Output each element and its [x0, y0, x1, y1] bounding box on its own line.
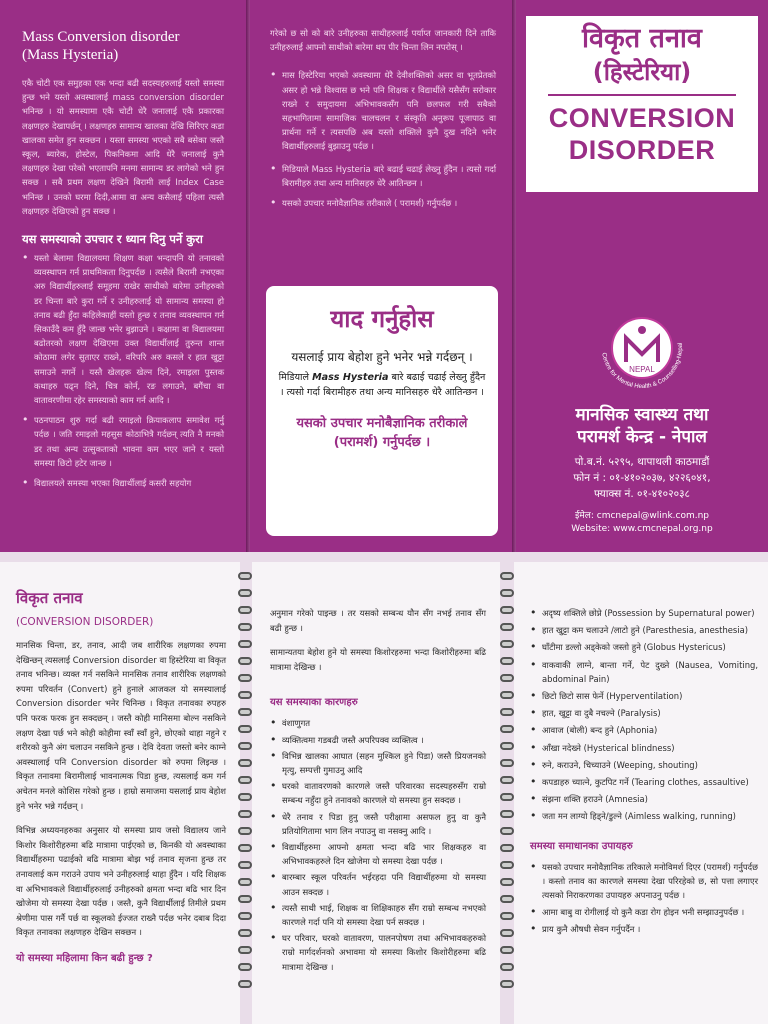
remember-title: याद गर्नुहोस [330, 305, 434, 333]
women-section-heading: यो समस्या महिलामा किन बढी हुन्छ ? [16, 952, 153, 964]
cmc-nepal-logo [594, 300, 690, 396]
outer-left-panel [0, 0, 246, 552]
list-item: • पठनपाठन शुरु गर्दा बढी रमाइलो क्रियाकलाप समावेश गर्नु पर्दछ । जति रमाइलो महसुस कोठाभित्रै गर्दछन् त्यति नै मनको डर तथा अन्य उत्सुकताको भावना कम भएर जाने र यस्तो समस्या छिटो हटेर जान्छ । [22, 413, 224, 470]
list-item: • व्यक्तित्वमा गडबढी जस्तै अपरिपक्व व्यक्तित्व । [270, 733, 486, 747]
spiral-binding [500, 572, 514, 1024]
cover-title-np: विकृत तनाव [582, 23, 702, 54]
remember-highlight: यसको उपचार मनोबैज्ञानिक तरीकाले (परामर्श) गर्नुपर्दछ । [296, 416, 468, 450]
list-item: • त्यस्तै साथी भाई, शिक्षक वा शिक्षिकाहरु सँग राम्रो सम्बन्ध नभएको कारणले गर्दा पनि यो समस्या देखा पर्न सक्दछ । [270, 901, 486, 929]
list-item: • घाँटीमा डल्लो अड्केको जस्तो हुने (Globus Hystericus) [530, 640, 758, 654]
list-item: • अदृष्य शक्तिले छोप्ने (Possession by Supernatural power) [530, 606, 758, 620]
solutions-list [530, 860, 758, 937]
list-item: • यसको उपचार मनोवैज्ञानिक तरीकाले ( परामर्श) गर्नुपर्दछ । [270, 196, 496, 210]
solutions-section-title: समस्या समाधानका उपायहरु [530, 840, 633, 852]
list-item: • आमा बाबु वा रोगीलाई यो कुनै कडा रोग होइन भनी सम्झाउनुपर्दछ । [530, 905, 758, 919]
cover-panel [516, 0, 768, 552]
mass-conversion-heading: Mass Conversion disorder [22, 29, 180, 45]
inner-right-panel [514, 562, 768, 1024]
treatment-section-title: यस समस्याको उपचार र ध्यान दिनु पर्ने कुरा [22, 232, 203, 247]
spiral-binding [238, 572, 252, 1024]
list-item: • विभिन्न खालका आघात (सहन मुश्किल हुने पिडा) जस्तै प्रियजनको मृत्यु, सम्पत्ती गुमाउनु आदि [270, 749, 486, 777]
list-item: • रुने, कराउने, चिच्याउने (Weeping, shouting) [530, 758, 758, 772]
org-fax: फ्याक्स नं. ०१-४१०२०३८ [594, 488, 690, 500]
list-item: • बारम्बार स्कूल परिवर्तन भईरहदा पनि विद्यार्थीहरुमा यो समस्या आउन सक्दछ । [270, 870, 486, 898]
org-phone: फोन नं : ०१-४१०२०३७, ४२२६०४१, [573, 472, 711, 484]
relation-paragraph: अनुमान गरेको पाइन्छ । तर यसको सम्बन्ध यौन सँग नभई तनाव सँग बढी हुन्छ । [270, 608, 486, 633]
list-item: • आँखा नदेख्ने (Hysterical blindness) [530, 741, 758, 755]
treatment-list [22, 251, 224, 490]
org-name-line-2: परामर्श केन्द्र - नेपाल [577, 427, 707, 447]
list-item: • मास हिस्टेरिया भएको अवस्थामा धेरै देवीशक्तिको असर वा भूतप्रेतको असर हो भन्ने विश्वास छ भने पनि शिक्षक र विद्यार्थीले यसैसँग सरोकार राख्ने र समुदायमा अभिभावकसँग पनि छलफल गरी सबैको सहभागितामा सामाजिक चालचलन र संस्कृति अनुरूप पूजापाठ वा प्रार्थना गर्ने र त्यसपछि अब यस्तो शक्तिले कुनै दुख नदिने भनेर विद्यार्थीहरुलाई बुझाउनु पर्दछ । [270, 68, 496, 153]
logo-ring-text: Centre for Mental Health & Counselling-Nepal [600, 342, 685, 391]
causes-list [270, 716, 486, 973]
inner-left-panel [0, 562, 240, 1024]
cover-subtitle-np: (हिस्टेरिया) [592, 58, 692, 86]
list-item: • विद्यालयले समस्या भएका विद्यार्थीलाई कसरी सहयोग [22, 476, 224, 490]
divider [548, 94, 736, 96]
remember-box [266, 286, 498, 536]
list-item: • यसको उपचार मनोवैज्ञानिक तरिकाले मनोविमर्श दिएर (परामर्श) गर्नुपर्दछ । कस्तो तनाव का कारणले समस्या देखा परिरहेको छ, सो पत्ता लगाएर त्यसको निराकरणका उपायहरु अपनाउनु पर्दछ । [530, 860, 758, 903]
logo-text: NEPAL [629, 365, 655, 374]
list-item: • हात, खुट्टा वा दुबै नचल्ने (Paralysis) [530, 706, 758, 720]
list-item: • घरको वातावरणको कारणले जस्तै परिवारका सदस्यहरुसँग राम्रो सम्बन्ध नहुँदा हुने तनावको कारणले यो समस्या हुन सक्दछ । [270, 779, 486, 807]
outer-middle-panel [250, 0, 512, 552]
mass-hysteria-heading: (Mass Hysteria) [22, 47, 119, 63]
list-item: • संझना शक्ति हराउने (Amnesia) [530, 792, 758, 806]
studies-paragraph: विभिन्न अध्ययनहरुका अनुसार यो समस्या प्राय जसो विद्यालय जाने किशोर किशोरीहरुमा बढि मात्रामा पाईएको छ, किनकी यो अवस्थाका विद्यार्थीहरुमा पढाईको बढि मात्रामा बोझ भई तनाव सृजना हुन्छ तर तनावलाई कम गराउने उपाय भने उनीहरुलाई थाहा हुँदैन । यदि शिक्षक वा अभिभावकले विद्यार्थीहरुलाई उनीहरुको क्षमता भन्दा बढि भार दिन खोजेमा यो समस्या देखा पर्दछ । जस्तै, कुनै विद्यार्थीलाई तिमीले प्रथम श्रेणीमा पास गर्नै पर्छ वा स्कूलको ईज्जत राख्नै पर्दछ भनेर दबाब दिदा विकृत तनावका लक्षणहरु देखिन सक्छन । [16, 825, 226, 938]
mass-hysteria-intro: एकै चोटी एक समुहका एक भन्दा बढी सदस्यहरुलाई यस्तो समस्या हुन्छ भने यस्तो अवस्थालाई mass conversion disorder भनिन्छ । यो समस्यामा एकै चोटी धेरै जनालाई एकै प्रकारका लक्षणहरु देखापर्छन् । लक्षणहरु सामान्य खालका देखि सिरिएर कडा खालका समेत हुन सक्छन । यस्ता समस्या भएको सबै बसेका जस्तै स्कूल, ब्यारेक, होस्टेल, पिकनिकमा आदि धेरै जनालाई कुनै लक्षणहरु देखा परेको भएतापनि मनमा सामान्य डर लागेको भने हुन सक्छ । सबै प्रथम लक्षण देखिने बिरामी लाई Index Case भनिन्छ । उनको घरमा दिदी,आमा वा अन्य कसैलाई पहिला त्यस्तै लक्षणहरु देखिएको हुन सक्छ । [22, 78, 224, 216]
list-item: • यस्तो बेलामा विद्यालयमा शिक्षण कक्षा भन्दापनि यो तनावको व्यवस्थापन गर्न प्राथमिकता दिनुपर्दछ । त्यसैले बिरामी नभएका अरु विद्यार्थीहरुलाई समूहमा राखेर साथीको बारेमा उनीहरुको डर चिन्ता बारे कुरा गर्ने र उनीहरुलाई यो सामान्य समस्या हो तनाव बढी हुँदा कहिलेकाहीं यस्तो हुन्छ र तनाव व्यवस्थापन गर्न सिकाउँदै कम हुँदै जान्छ भनेर बुझाउने । कक्षामा वा विद्यालयमा बढोतरको लक्षण देखिएमा उक्त विद्यार्थीलाई तुरुन्त शान्त कोठामा लगेर सुताएर राख्ने, वरिपरि अरु कसले र हात खुट्टा समाउने नगर्ने । यस्तै खेलहरू खेल्न दिने, रमाइला पुस्तक कथाहरु पढ्न दिने, चित्र कोर्न, रङ लगाउने, बगैंचा वा वातावरणीमा रहेर समस्याको काम गर्न आदि । [22, 251, 224, 407]
list-item: • मिडियाले Mass Hysteria बारे बढाई चढाई लेख्नु हुँदैन । त्यसो गर्दा बिरामीहरु तथा अन्य मानिसहरु धेरै आतिन्छन । [270, 162, 496, 190]
list-item: • आवाज (बोली) बन्द हुने (Aphonia) [530, 723, 758, 737]
org-email: ईमेल: cmcnepal@wlink.com.np [574, 511, 710, 521]
causes-section-title: यस समस्याका कारणहरु [270, 697, 358, 709]
list-item: • वाकवाकी लाग्ने, बान्ता गर्ने, पेट दुख्ने (Nausea, Vomiting, abdominal Pain) [530, 658, 758, 686]
list-item: • विद्यार्थीहरुमा आफ्नो क्षमता भन्दा बढि भार शिक्षकहरु वा अभिभावकहरुले दिन खोजेमा यो समस्या देखा पर्दछ । [270, 840, 486, 868]
list-item: • जता मन लाग्यो हिड्ने/डुल्ने (Aimless walking, running) [530, 809, 758, 823]
definition-paragraph: मानसिक चिन्ता, डर, तनाव, आदी जब शारीरिक लक्षणका रुपमा देखिन्छन् त्यसलाई Conversion disorder वा हिस्टेरिया वा विकृत तनाव भनिन्छ। व्यक्त गर्न नसकिने मानसिक तनाव शारीरिक लक्षणको रुपमा परिवर्तन (Convert) हुने हुनाले आजकल यो समस्यालाई Conversion disorder भनेर चिनिन्छ । विकृत तनावका रुपहरु पनि फरक फरक हुन सक्दछन् । जस्तै कोही मानिसमा बोल्न नसकिने लक्षण देखा पर्छ भने कोही कोहीमा स्वाँ स्वाँ हुने, छोएको थाहा नहुने र शरीरको कुनै अंग चलाउन नसकिने हुन्छ । देवि देवता जस्तो बनेर काम्ने अवस्थालाई पनि Conversion disorder को रुपमा लिइन्छ । विकृत तनावमा बिरामीलाई भावनात्मक पिडा हुन्छ, त्यसलाई कम गर्न अचेतन मनले कोशिस गरेको हुन्छ । हाम्रो समाजमा यसलाई प्राय बेहोश हुने भनेर भन्ने गर्दछन् । [16, 640, 226, 811]
list-item: • प्राय कुनै औषधी सेवन गर्नुपर्दैन । [530, 922, 758, 936]
prevalence-paragraph: सामान्यतया बेहोश हुने यो समस्या किशोरहरुमा भन्दा किशोरीहरुमा बढि मात्रामा देखिन्छ । [270, 647, 486, 672]
list-item: • धेरै तनाव र पिडा हुनु जस्तै परीक्षामा असफल हुनु वा कुनै प्रतियोगितामा भाग लिन नपाउनु वा नसक्नु आदि । [270, 810, 486, 838]
org-website: Website: www.cmcnepal.org.np [571, 524, 713, 534]
symptoms-list [530, 606, 758, 824]
remember-media-note: मिडियाले Mass Hysteria बारे बढाई चढाई लेख्नु हुँदैन । त्यसो गर्दा बिरामीहरु तथा अन्य मानिसहरु धेरै आतिन्छन । [278, 372, 486, 398]
inner-subtitle: (CONVERSION DISORDER) [16, 616, 154, 628]
cover-title-en-2: DISORDER [568, 135, 716, 165]
list-item: • वंशाणुगत [270, 716, 486, 730]
organization-block [516, 404, 768, 536]
list-item: • घर परिवार, घरको वातावरण, पालनपोषण तथा अभिभावकहरुको राम्रो मार्गदर्शनको अभावमा यो समस्या किशोर किशोरीहरुमा बढि मात्रामा देखिन्छ । [270, 931, 486, 974]
outer-middle-list [270, 68, 496, 210]
cover-title-box [526, 16, 758, 192]
list-item: • छिटो छिटो सास फेर्ने (Hyperventilation) [530, 689, 758, 703]
remember-line: यसलाई प्राय बेहोश हुने भनेर भन्ने गर्दछन् । [291, 350, 473, 364]
inner-title: विकृत तनाव [16, 589, 83, 607]
org-address: पो.ब.नं. ५२९५, थापाथली काठमाडौं [574, 456, 710, 468]
list-item: • कपडाहरु च्यात्ने, कुटपिट गर्ने (Tearing clothes, assaultive) [530, 775, 758, 789]
inner-middle-panel [252, 562, 500, 1024]
list-item: • हात खुट्टा कम चलाउने /लाटो हुने (Paresthesia, anesthesia) [530, 623, 758, 637]
cover-title-en-1: CONVERSION [548, 103, 736, 133]
continuation-text: गरेको छ सो को बारे उनीहरुका साथीहरुलाई पर्याप्त जानकारी दिने ताकि उनीहरुलाई आफ्नो साथीको बारेमा थप पीर चिन्ता लिन नपरोस् । [270, 28, 496, 53]
org-name-line-1: मानसिक स्वास्थ्य तथा [575, 405, 709, 425]
